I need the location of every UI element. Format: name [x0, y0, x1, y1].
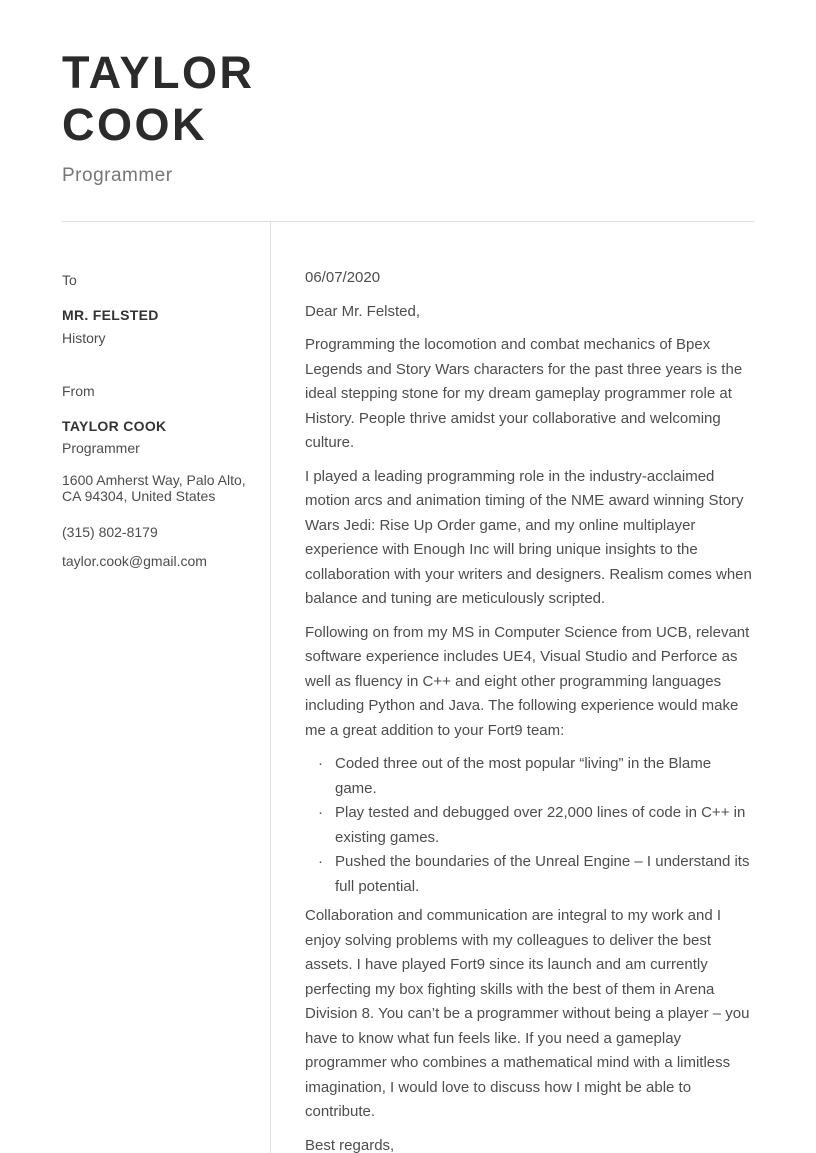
sender-address [62, 472, 246, 504]
list-item [305, 850, 754, 899]
letter-header [0, 0, 816, 187]
experience-list [305, 752, 754, 899]
list-item [305, 752, 754, 801]
letter-body [271, 222, 754, 1153]
recipient-name: MR. FELSTED [62, 307, 159, 323]
paragraph-4: Collaboration and communication are integral to my work and I enjoy solving problems with my colleagues to deliver the best assets. I have played Fort9 since its launch and am currently perfecting my box fighting skills with the best of them in Arena Division 8. You can’t be a programmer without being a player – you have to know what fun feels like. If you need a gameplay programmer who combines a mathematical mind with a limitless imagination, I would love to discuss how I might be able to contribute. [305, 907, 750, 1120]
candidate-name-line-1: TAYLOR [62, 47, 255, 98]
candidate-job-title: Programmer [62, 165, 173, 186]
bullet-icon: · [318, 853, 323, 870]
sender-name: TAYLOR COOK [62, 418, 167, 434]
list-item-text: Pushed the boundaries of the Unreal Engine – I understand its full potential. [335, 853, 750, 895]
sender-email: taylor.cook@gmail.com [62, 553, 207, 569]
letter-date: 06/07/2020 [305, 269, 381, 286]
to-label: To [62, 272, 77, 288]
sender-phone: (315) 802-8179 [62, 524, 158, 540]
recipient-company: History [62, 330, 106, 346]
sender-title: Programmer [62, 440, 140, 456]
candidate-name-line-2: COOK [62, 99, 207, 150]
from-label: From [62, 383, 95, 399]
list-item-text: Coded three out of the most popular “living” in the Blame game. [335, 755, 712, 797]
list-item [305, 801, 754, 850]
signoff: Best regards, [305, 1136, 395, 1153]
bullet-icon: · [318, 755, 323, 772]
sender-address-line-1: 1600 Amherst Way, Palo Alto, [62, 472, 246, 488]
paragraph-2: I played a leading programming role in the industry-acclaimed motion arcs and animation timing of the NME award winning Story Wars Jedi: Rise Up Order game, and my online multiplayer experience with Enough Inc will bring unique insights to the collaboration with your writers and designers. Realism comes when balance and tuning are meticulously scripted. [305, 467, 752, 607]
list-item-text: Play tested and debugged over 22,000 lines of code in C++ in existing games. [335, 804, 746, 846]
letter-columns [0, 222, 816, 1153]
bullet-icon: · [318, 804, 323, 821]
paragraph-1: Programming the locomotion and combat mechanics of Bpex Legends and Story Wars characters for the past three years is the ideal stepping stone for my dream gameplay programmer role at History. People thrive amidst your collaborative and welcoming culture. [305, 336, 743, 451]
candidate-name [62, 47, 754, 151]
sender-address-line-2: CA 94304, United States [62, 488, 216, 504]
contact-sidebar [62, 222, 270, 1153]
salutation: Dear Mr. Felsted, [305, 302, 421, 320]
paragraph-3: Following on from my MS in Computer Science from UCB, relevant software experience includes UE4, Visual Studio and Perforce as well as fluency in C++ and eight other programming languages including Python and Java. The following experience would make me a great addition to your Fort9 team: [305, 623, 750, 739]
